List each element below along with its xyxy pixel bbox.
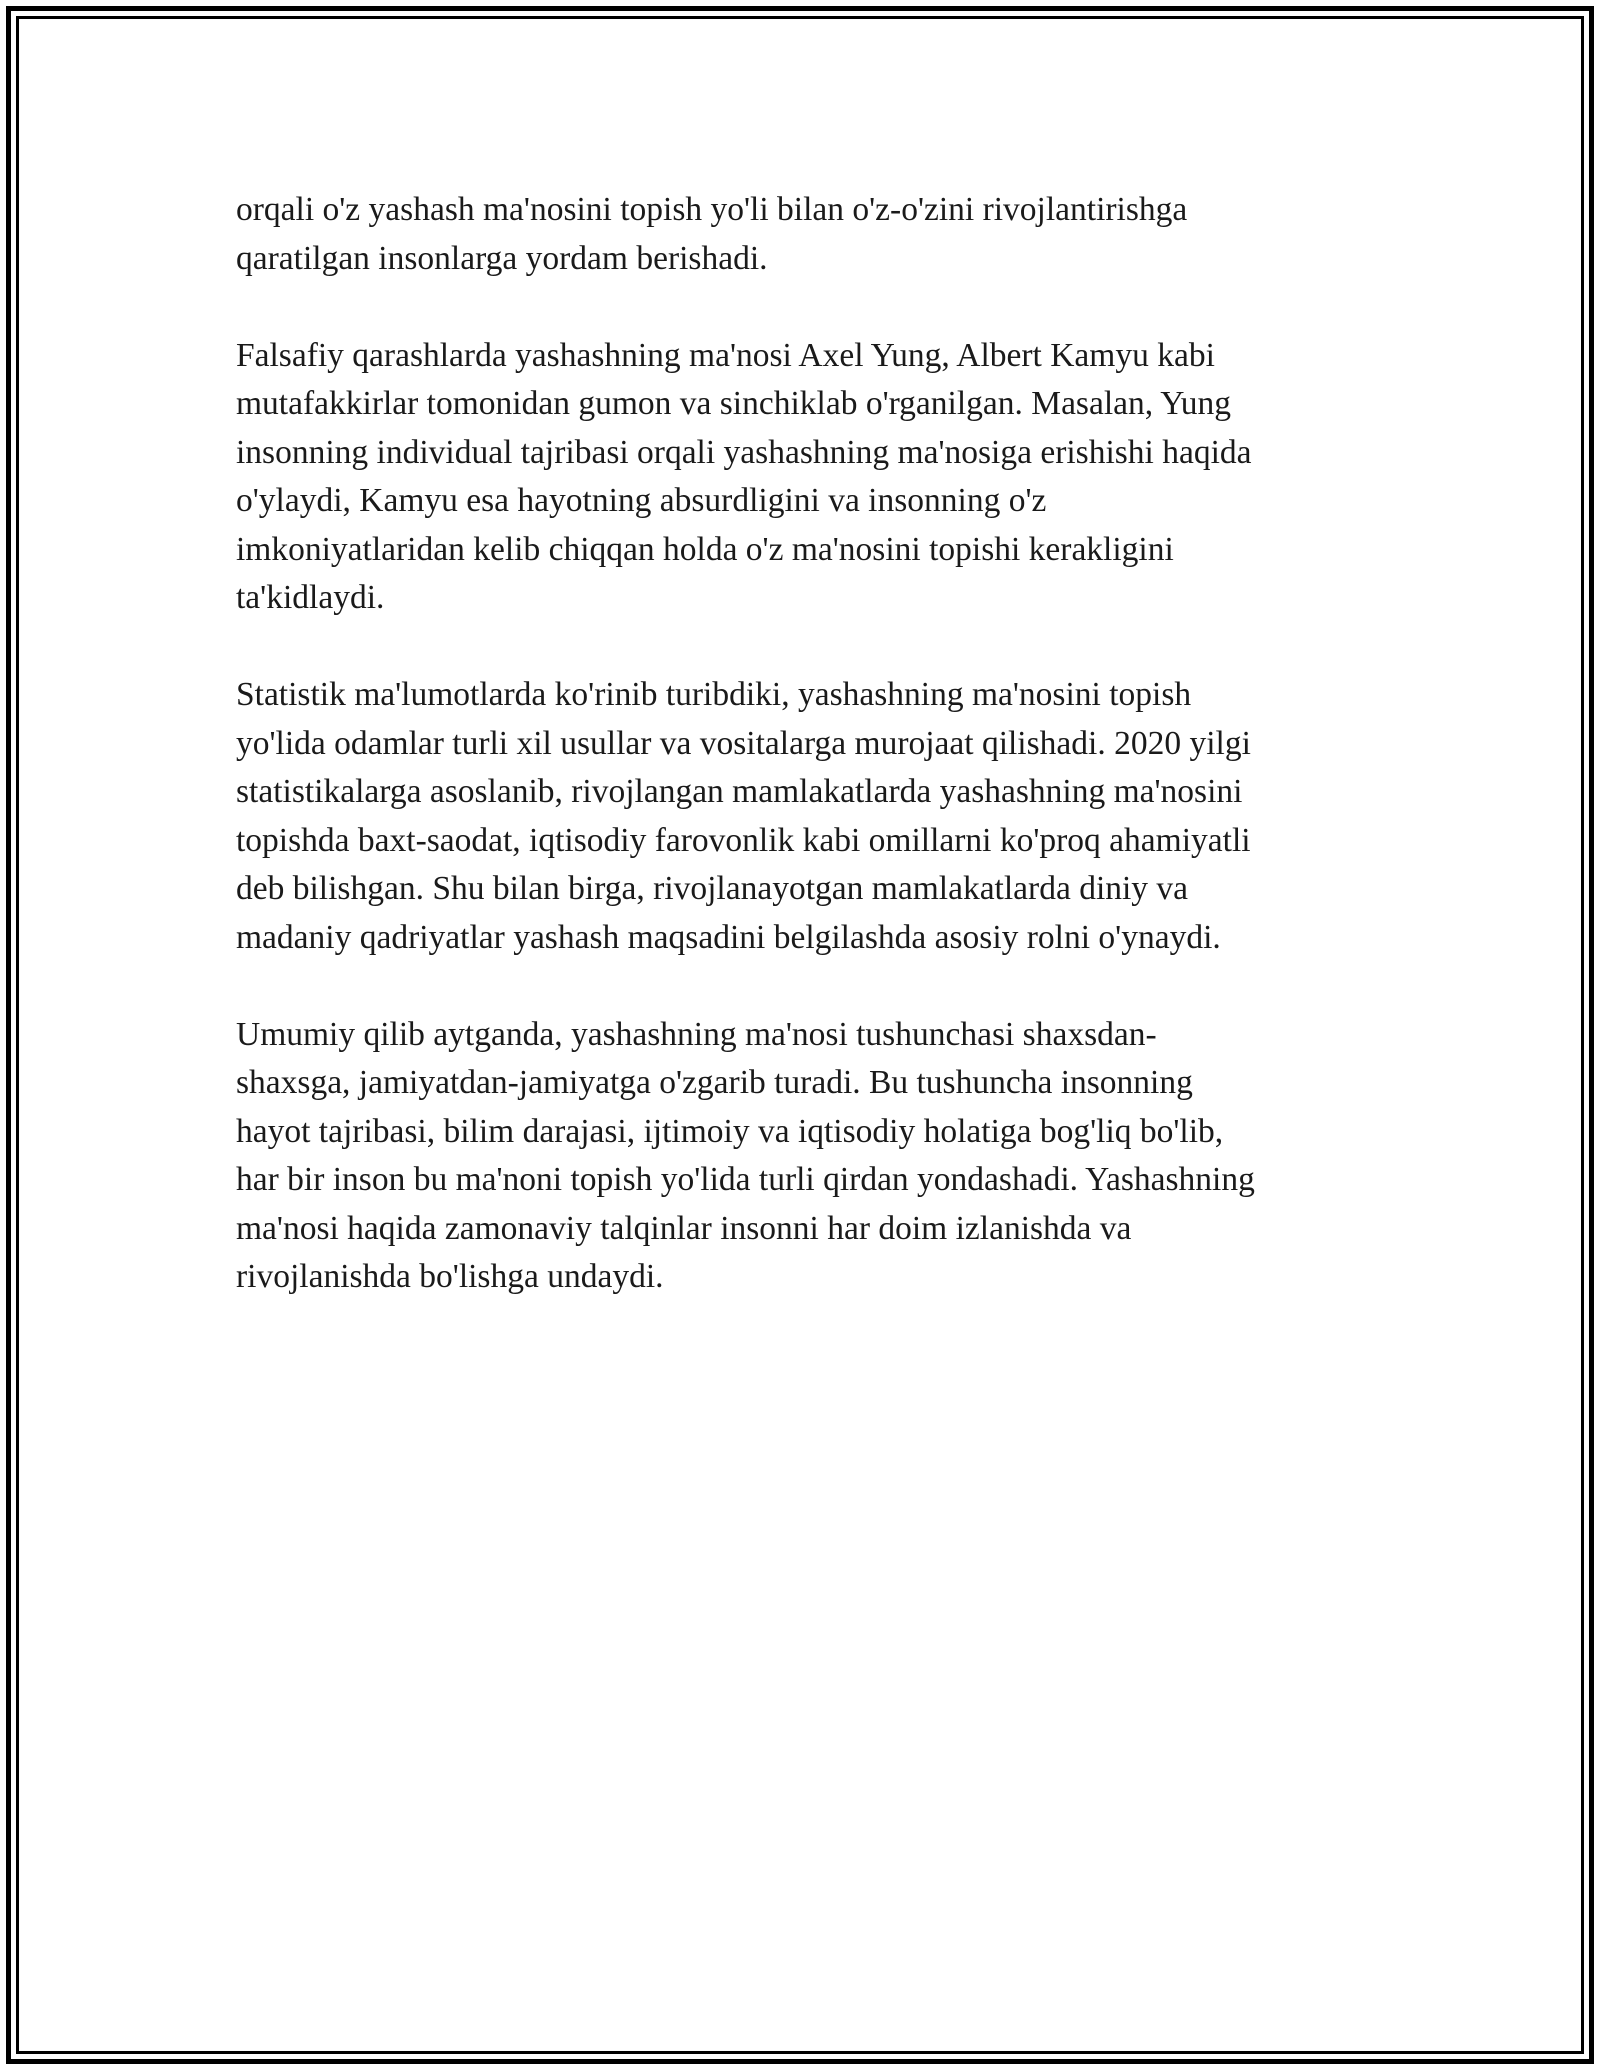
paragraph-4 [236, 1011, 1366, 1302]
text-line: Umumiy qilib aytganda, yashashning ma'nosi tushunchasi shaxsdan- [236, 1015, 1157, 1053]
text-line: har bir inson bu ma'noni topish yo'lida turli qirdan yondashadi. Yashashning [236, 1161, 1255, 1198]
text-line: topishda baxt-saodat, iqtisodiy farovonlik kabi omillarni ko'proq ahamiyatli [236, 821, 1251, 859]
document-body [236, 186, 1366, 1350]
text-line: mutafakkirlar tomonidan gumon va sinchiklab o'rganilgan. Masalan, Yung [236, 385, 1232, 422]
paragraph-1 [236, 186, 1366, 283]
text-line: Falsafiy qarashlarda yashashning ma'nosi Axel Yung, Albert Kamyu kabi [236, 336, 1215, 374]
text-line: shaxsga, jamiyatdan-jamiyatga o'zgarib turadi. Bu tushuncha insonning [236, 1064, 1193, 1101]
text-line: yo'lida odamlar turli xil usullar va vositalarga murojaat qilishadi. 2020 yilgi [236, 724, 1251, 762]
text-line: deb bilishgan. Shu bilan birga, rivojlanayotgan mamlakatlarda diniy va [236, 870, 1189, 907]
text-line: o'ylaydi, Kamyu esa hayotning absurdligini va insonning o'z [236, 482, 1047, 519]
text-line: rivojlanishda bo'lishga undaydi. [236, 1258, 664, 1295]
text-line: madaniy qadriyatlar yashash maqsadini belgilashda asosiy rolni o'ynaydi. [236, 918, 1221, 956]
text-line: qaratilgan insonlarga yordam berishadi. [236, 239, 768, 277]
text-line: statistikalarga asoslanib, rivojlangan mamlakatlarda yashashning ma'nosini [236, 773, 1243, 810]
text-line: orqali o'z yashash ma'nosini topish yo'li bilan o'z-o'zini rivojlantirishga [236, 191, 1188, 228]
text-line: imkoniyatlaridan kelib chiqqan holda o'z ma'nosini topishi kerakligini [236, 530, 1174, 568]
text-line: ta'kidlaydi. [236, 579, 385, 616]
paragraph-2 [236, 332, 1366, 623]
paragraph-3 [236, 671, 1366, 962]
text-line: Statistik ma'lumotlarda ko'rinib turibdiki, yashashning ma'nosini topish [236, 676, 1192, 713]
text-line: hayot tajribasi, bilim darajasi, ijtimoiy va iqtisodiy holatiga bog'liq bo'lib, [236, 1112, 1224, 1150]
text-line: ma'nosi haqida zamonaviy talqinlar insonni har doim izlanishda va [236, 1209, 1132, 1247]
text-line: insonning individual tajribasi orqali yashashning ma'nosiga erishishi haqida [236, 433, 1252, 471]
